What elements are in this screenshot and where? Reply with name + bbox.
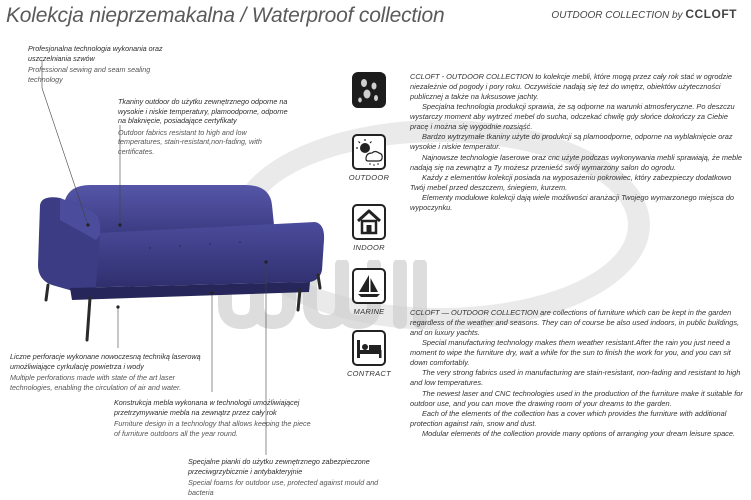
description-pl-paragraph: Bardzo wytrzymałe tkaniny użyte do produkcji są plamoodporne, odporne na wyblaknięcie oraz wysokie i niskie temperatur.	[410, 132, 733, 152]
brand	[551, 7, 737, 21]
callout-seams-en: Professional sewing and seam sealing technology	[28, 65, 151, 84]
callout-fabrics	[118, 97, 288, 156]
icon-rain	[346, 72, 392, 108]
icon-label-indoor: INDOOR	[353, 243, 385, 252]
icon-indoor	[346, 204, 392, 252]
callout-perforations-en: Multiple perforations made with state of the art laser technologies, enabling the circulation of air and water.	[10, 373, 182, 392]
sailboat-icon	[352, 268, 386, 304]
callout-foams-en: Special foams for outdoor use, protected against mould and bacteria	[188, 478, 379, 497]
rain-drops-icon	[352, 72, 386, 108]
callout-seams-pl: Profesjonalna technologia wykonania oraz uszczelniania szwów	[28, 44, 163, 63]
callout-seams	[28, 44, 178, 84]
sofa-illustration	[30, 160, 330, 350]
callout-construction	[114, 398, 314, 438]
callout-construction-pl: Konstrukcja mebla wykonana w technologii umożliwiającej przetrzymywanie mebla na zewnątrz przez cały rok	[114, 398, 300, 417]
weather-icon	[352, 134, 386, 170]
description-pl	[410, 72, 745, 213]
description-en-paragraph: The very strong fabrics used in manufacturing are stain-resistant, non-fading and resistant to high and low temperatures.	[410, 368, 741, 388]
description-en-paragraph: CCLOFT — OUTDOOR COLLECTION are collections of furniture which can be kept in the garden regardless of the weather and seasons. They can of course be also used indoors, in public buildings, and on luxury yachts.	[410, 308, 740, 338]
description-en-paragraph: Modular elements of the collection provide many options of arranging your dream leisure space.	[422, 428, 736, 438]
description-en-paragraph: The newest laser and CNC technologies used in the production of the furniture make it suitable for outdoor use, and you can move the drawing room of your dreams to the garden.	[410, 388, 743, 408]
house-icon	[352, 204, 386, 240]
callout-fabrics-pl: Tkaniny outdoor do użytku zewnętrznego odporne na wysokie i niskie temperatury, plamoodporne, odporne na blaknięcie, posiadające certyfikaty	[118, 97, 288, 125]
callout-perforations-pl: Liczne perforacje wykonane nowoczesną techniką laserową umożliwiające cyrkulację powietrza i wody	[10, 352, 201, 371]
callout-foams-pl: Specjalne pianki do użytku zewnętrznego zabezpieczone przeciwgrzybicznie i antybakteryjnie	[188, 457, 370, 476]
callout-foams	[188, 457, 388, 497]
icon-label-contract: CONTRACT	[346, 369, 392, 378]
description-en-paragraph: Special manufacturing technology makes them weather resistant.After the rain you just need a moment to wipe the furniture dry, wait a while for the sun to finish the work for you, and you can sit down comfortably.	[410, 338, 731, 368]
description-en-paragraph: Each of the elements of the collection has a cover which provides the furniture with additional protection against rain, snow and dust.	[410, 408, 727, 428]
icon-contract	[346, 330, 392, 378]
icon-outdoor	[346, 134, 392, 182]
icon-label-outdoor: OUTDOOR	[348, 173, 390, 182]
callout-fabrics-en: Outdoor fabrics resistant to high and low temperatures, stain-resistant,non-fading, with certificates.	[118, 127, 262, 156]
icon-marine	[346, 268, 392, 316]
description-pl-paragraph: Elementy modułowe kolekcji dają wiele możliwości aranżacji Twojego wymarzonego miejsca do wypoczynku.	[410, 192, 735, 212]
description-pl-paragraph: Każdy z elementów kolekcji posiada na wyposażeniu pokrowiec, który zabezpieczy dodatkowo Twój mebel przed deszczem, śniegiem, kurzem.	[410, 172, 732, 192]
page-title: Kolekcja nieprzemakalna / Waterproof collection	[6, 4, 445, 27]
callout-construction-en: Furniture design in a technology that allows keeping the piece of furniture outdoors all the year round.	[114, 419, 311, 438]
brand-prefix: OUTDOOR COLLECTION by	[551, 10, 683, 21]
bed-icon	[352, 330, 386, 366]
callout-perforations	[10, 352, 210, 392]
description-pl-paragraph: Najnowsze technologie laserowe oraz cnc użyte podczas wykonywania mebli sprawiają, że meble nadają się na zewnątrz a Ty możesz przenieść swój wymarzony salon do ogrodu.	[410, 152, 743, 172]
description-pl-paragraph: CCLOFT - OUTDOOR COLLECTION to kolekcje mebli, które mogą przez cały rok stać w ogrodzie niezależnie od pogody i pory roku. Oczywiście nadają się też do wnętrz, obiektów użyteczności publicznej a także na luksusowe jachty.	[410, 72, 732, 102]
description-en	[410, 308, 745, 439]
brand-logo: CCLOFT	[685, 7, 737, 21]
description-pl-paragraph: Specjalna technologia produkcji sprawia, że są odporne na warunki atmosferyczne. Po deszczu wystarczy moment aby wytrzeć mebel do sucha, odczekać chwilę gdy słońce dokończy za Ciebie pracę i można się wygodnie rozsiąść.	[410, 102, 735, 132]
icon-label-marine: MARINE	[353, 307, 385, 316]
